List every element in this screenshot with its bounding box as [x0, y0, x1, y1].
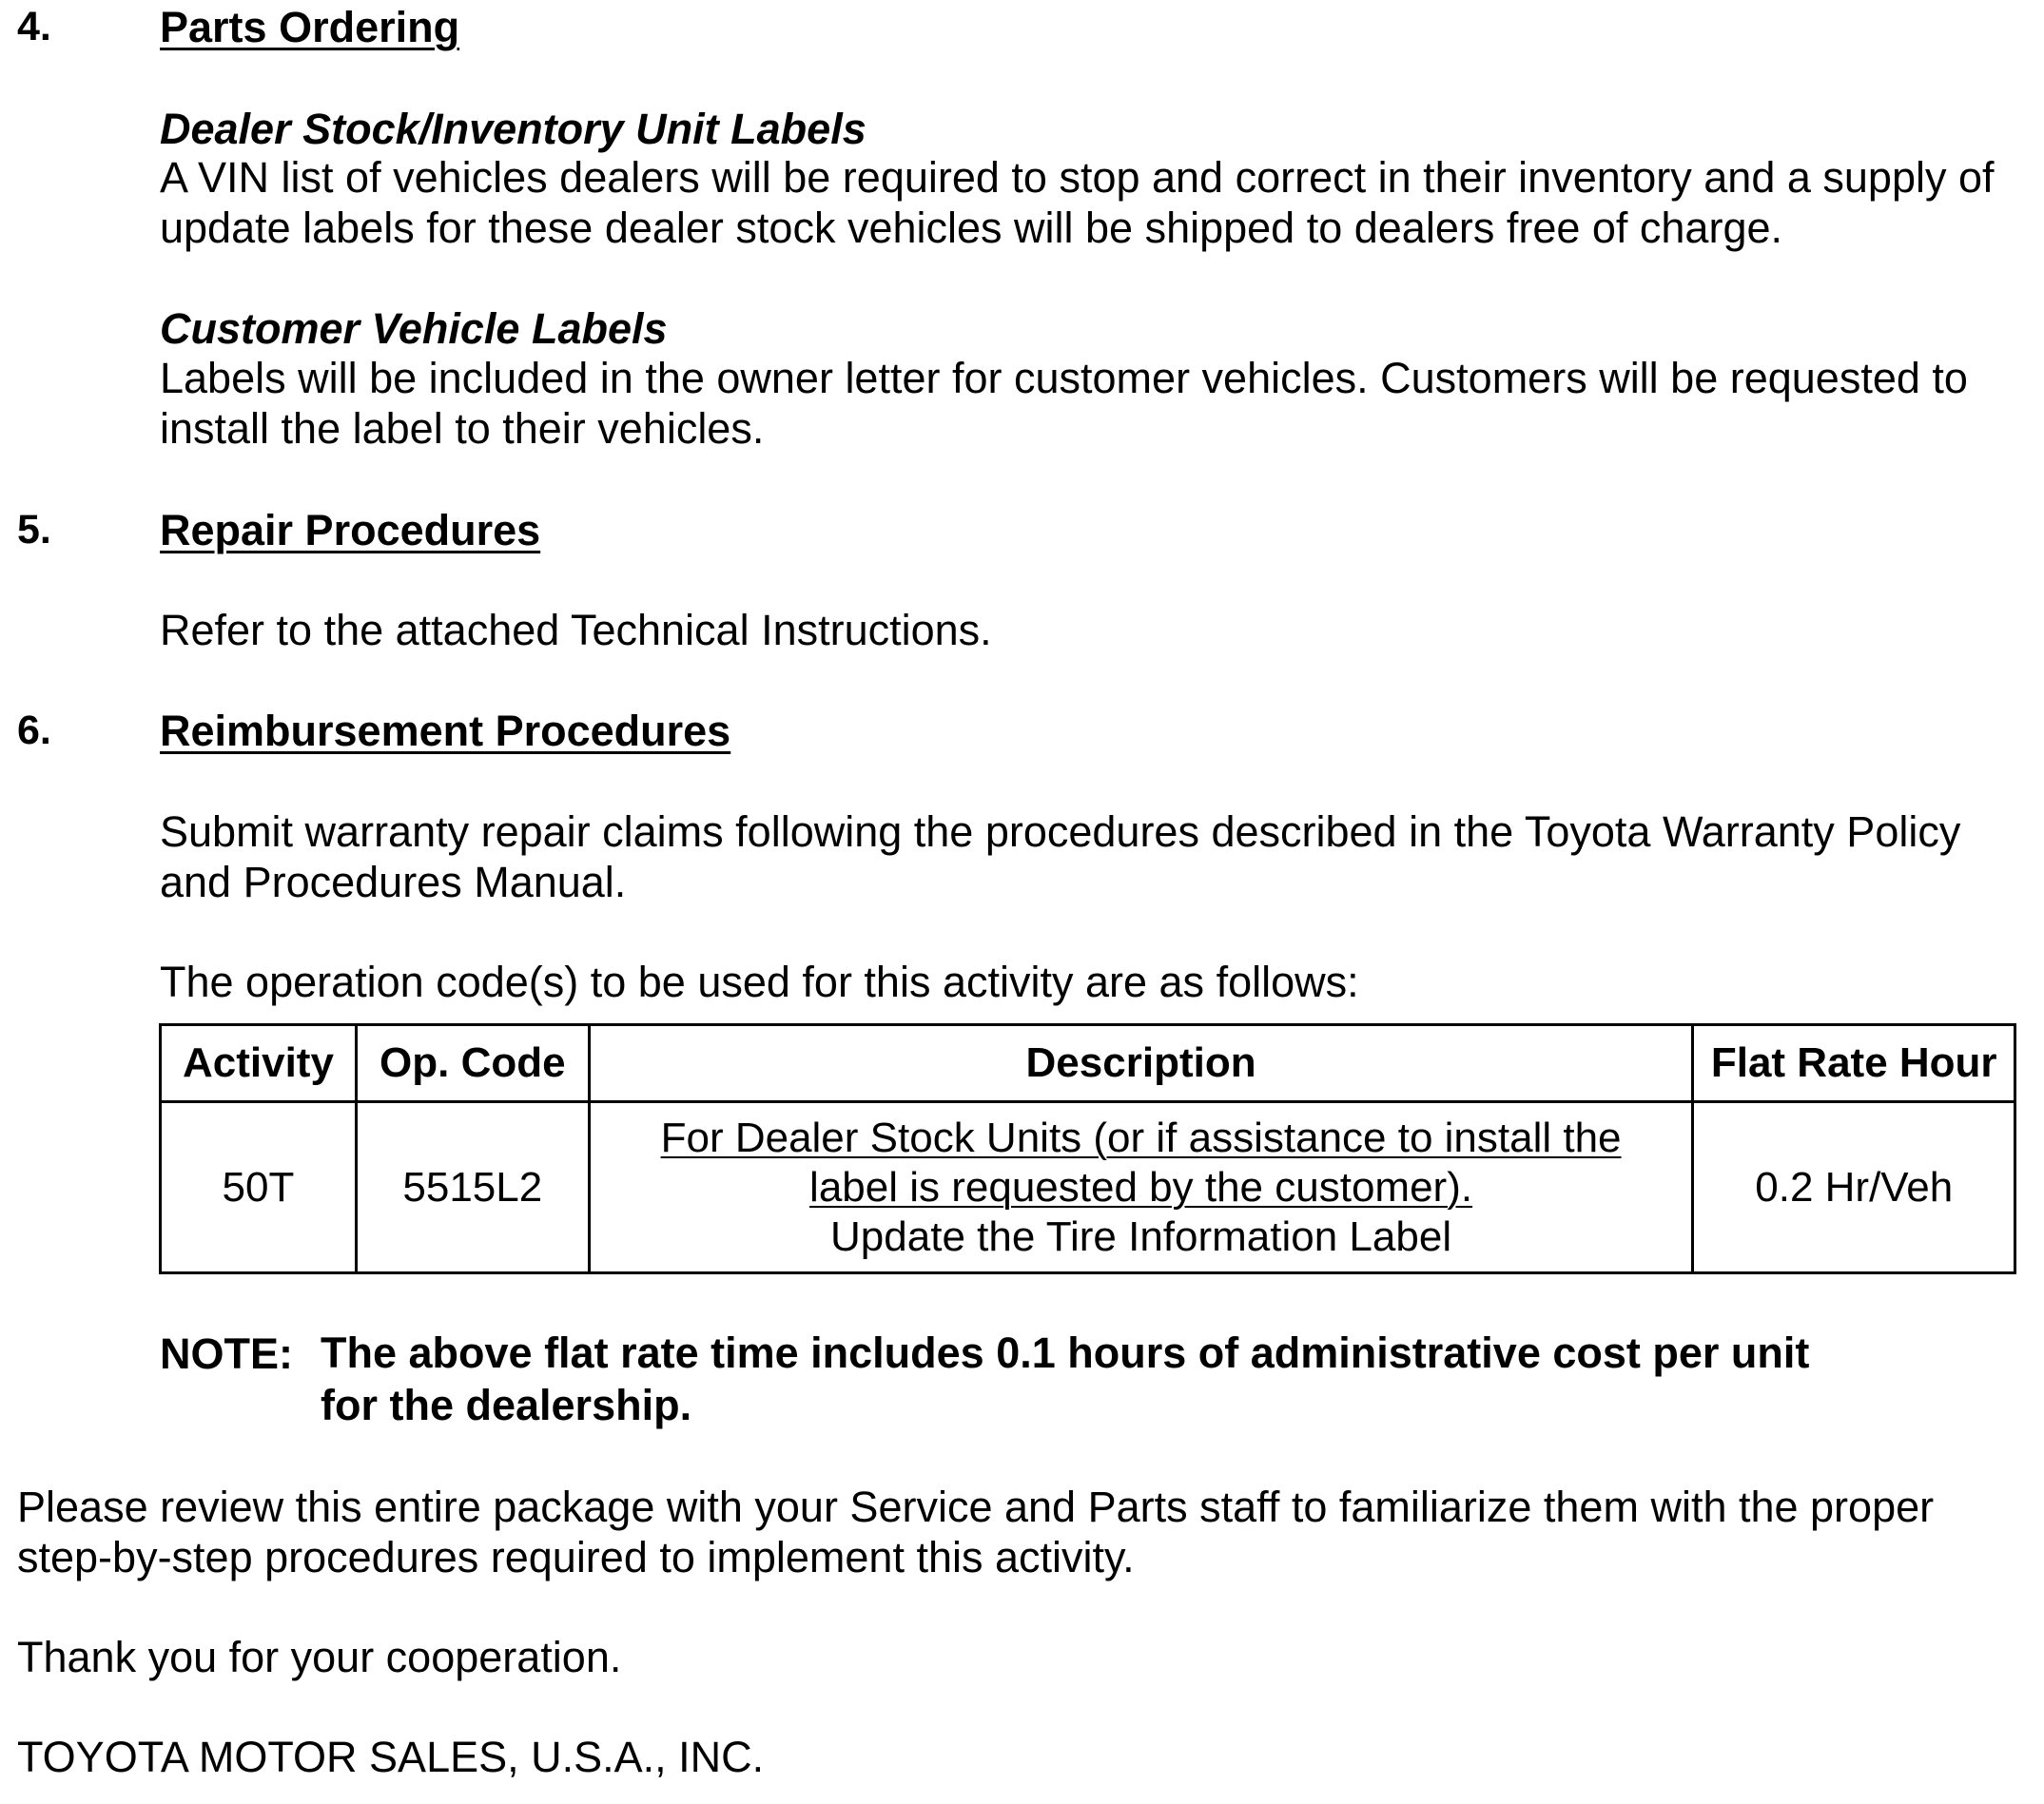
subsection-title-dealer-stock: Dealer Stock/Inventory Unit Labels	[160, 105, 866, 153]
customer-vehicle-line-1: Labels will be included in the owner letter for customer vehicles. Customers will be requested to	[160, 354, 1968, 402]
section-title-reimbursement-procedures: Reimbursement Procedures	[160, 707, 731, 755]
dealer-stock-line-1: A VIN list of vehicles dealers will be required to stop and correct in their inventory and a supply of	[160, 153, 1995, 202]
operation-code-intro: The operation code(s) to be used for this activity are as follows:	[160, 958, 1359, 1006]
header-activity: Activity	[161, 1025, 357, 1102]
note-line-1: The above flat rate time includes 0.1 hours of administrative cost per unit	[321, 1329, 1810, 1377]
cell-activity: 50T	[161, 1102, 357, 1273]
subsection-title-customer-vehicle: Customer Vehicle Labels	[160, 304, 668, 353]
section-number-4: 4.	[17, 4, 51, 49]
cell-op-code: 5515L2	[356, 1102, 589, 1273]
customer-vehicle-line-2: install the label to their vehicles.	[160, 404, 765, 453]
cell-flat-rate: 0.2 Hr/Veh	[1693, 1102, 2015, 1273]
dealer-stock-line-2: update labels for these dealer stock vehicles will be shipped to dealers free of charge.	[160, 204, 1783, 252]
table-header-row	[161, 1025, 2015, 1102]
company-signature: TOYOTA MOTOR SALES, U.S.A., INC.	[17, 1733, 765, 1781]
cell-description	[589, 1102, 1693, 1273]
header-flat-rate-hour: Flat Rate Hour	[1693, 1025, 2015, 1102]
closing-line-1: Please review this entire package with your Service and Parts staff to familiarize them with the proper	[17, 1483, 1935, 1531]
section-title-repair-procedures: Repair Procedures	[160, 506, 541, 554]
repair-procedures-text: Refer to the attached Technical Instructions.	[160, 606, 992, 654]
thank-you-text: Thank you for your cooperation.	[17, 1633, 622, 1681]
operation-code-table	[159, 1023, 2016, 1274]
closing-line-2: step-by-step procedures required to implement this activity.	[17, 1533, 1135, 1581]
table-row	[161, 1102, 2015, 1273]
header-op-code: Op. Code	[356, 1025, 589, 1102]
section-number-5: 5.	[17, 507, 51, 553]
description-line-2: label is requested by the customer).	[809, 1163, 1473, 1211]
section-number-6: 6.	[17, 708, 51, 753]
note-label: NOTE:	[160, 1329, 293, 1378]
note-line-2: for the dealership.	[321, 1381, 692, 1429]
description-line-1: For Dealer Stock Units (or if assistance to install the	[660, 1114, 1622, 1161]
description-line-3: Update the Tire Information Label	[830, 1212, 1452, 1260]
section-title-parts-ordering: Parts Ordering	[160, 3, 460, 51]
header-description: Description	[589, 1025, 1693, 1102]
reimbursement-line-1: Submit warranty repair claims following the procedures described in the Toyota Warranty Policy	[160, 807, 1961, 856]
reimbursement-line-2: and Procedures Manual.	[160, 858, 627, 906]
